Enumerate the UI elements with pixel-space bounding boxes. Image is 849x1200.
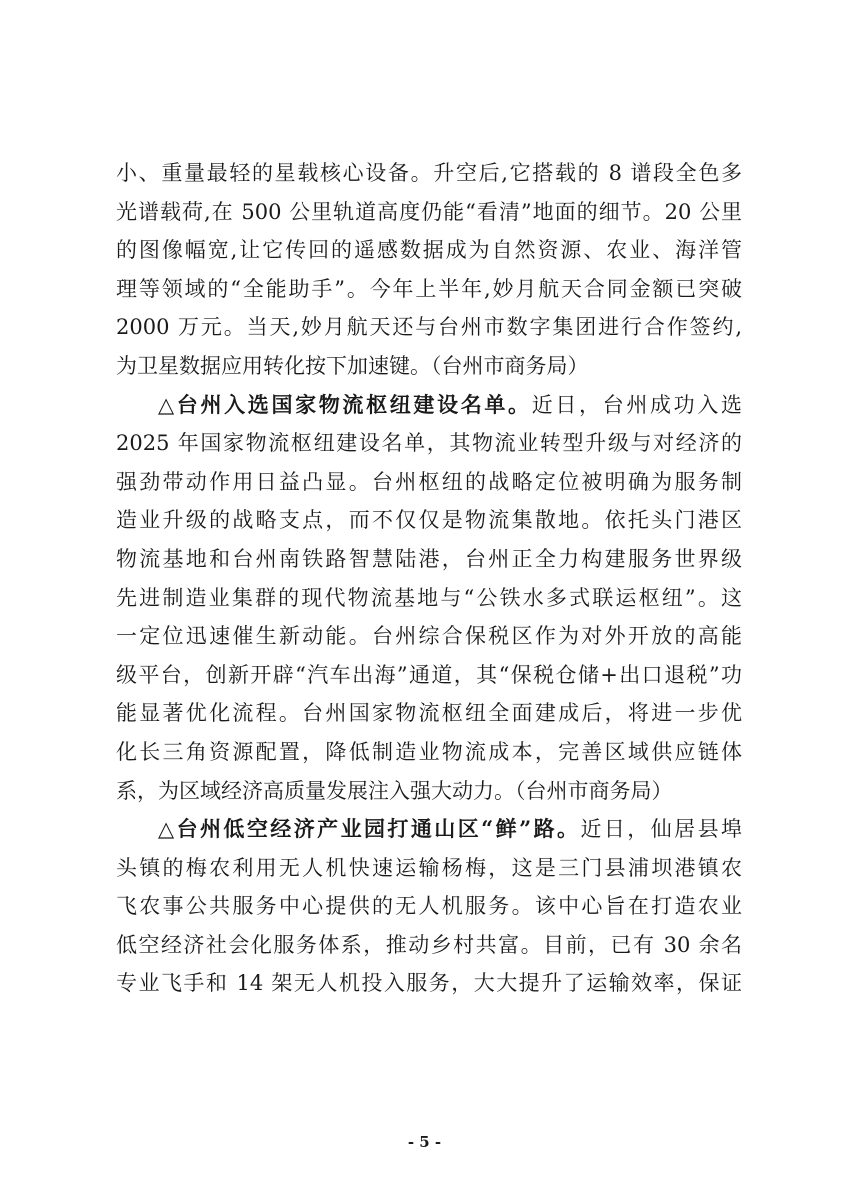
article-title: △台州入选国家物流枢纽建设名单。 xyxy=(158,391,532,417)
text-line: 飞农事公共服务中心提供的无人机服务。该中心旨在打造农业 xyxy=(116,894,742,919)
text-line: 光谱载荷,在 500 公里轨道高度仍能“看清”地面的细节。20 公里 xyxy=(116,199,742,224)
article-heading-line xyxy=(116,386,742,425)
text-line: 理等领域的“全能助手”。今年上半年,妙月航天合同金额已突破 xyxy=(116,276,742,301)
text-line: 强劲带动作用日益凸显。台州枢纽的战略定位被明确为服务制 xyxy=(116,469,742,494)
text-line: 一定位迅速催生新动能。台州综合保税区作为对外开放的高能 xyxy=(116,624,742,649)
text-line: 为卫星数据应用转化按下加速键。（台州市商务局） xyxy=(116,353,589,378)
text-line: 低空经济社会化服务体系，推动乡村共富。目前，已有 30 余名 xyxy=(116,932,742,957)
text-line: 小、重量最轻的星载核心设备。升空后,它搭载的 8 谱段全色多 xyxy=(116,161,742,185)
text-fragment: 近日，仙居县埠 xyxy=(580,817,743,842)
text-line: 先进制造业集群的现代物流基地与“公铁水多式联运枢纽”。这 xyxy=(116,585,742,610)
text-line: 2000 万元。当天,妙月航天还与台州市数字集团进行合作签约, xyxy=(116,315,742,340)
body-text xyxy=(116,154,742,1003)
article-heading-line xyxy=(116,810,742,849)
text-line: 的图像幅宽,让它传回的遥感数据成为自然资源、农业、海洋管 xyxy=(116,238,742,263)
text-line: 物流基地和台州南铁路智慧陆港，台州正全力构建服务世界级 xyxy=(116,546,742,571)
text-line: 2025 年国家物流枢纽建设名单，其物流业转型升级与对经济的 xyxy=(116,431,742,456)
page-number: - 5 - xyxy=(407,1133,442,1151)
text-line: 化长三角资源配置，降低制造业物流成本，完善区域供应链体 xyxy=(116,739,742,764)
text-fragment: 近日，台州成功入选 xyxy=(531,392,742,417)
text-line: 专业飞手和 14 架无人机投入服务，大大提升了运输效率，保证 xyxy=(116,971,742,996)
text-line: 能显著优化流程。台州国家物流枢纽全面建成后，将进一步优 xyxy=(116,701,742,726)
text-line: 级平台，创新开辟“汽车出海”通道，其“保税仓储+出口退税”功 xyxy=(116,662,742,687)
text-line: 系，为区域经济高质量发展注入强大动力。（台州市商务局） xyxy=(116,778,673,803)
text-line: 头镇的梅农利用无人机快速运输杨梅，这是三门县浦坝港镇农 xyxy=(116,855,742,880)
text-line: 造业升级的战略支点，而不仅仅是物流集散地。依托头门港区 xyxy=(116,508,742,533)
article-title: △台州低空经济产业园打通山区“鲜”路。 xyxy=(158,816,581,842)
